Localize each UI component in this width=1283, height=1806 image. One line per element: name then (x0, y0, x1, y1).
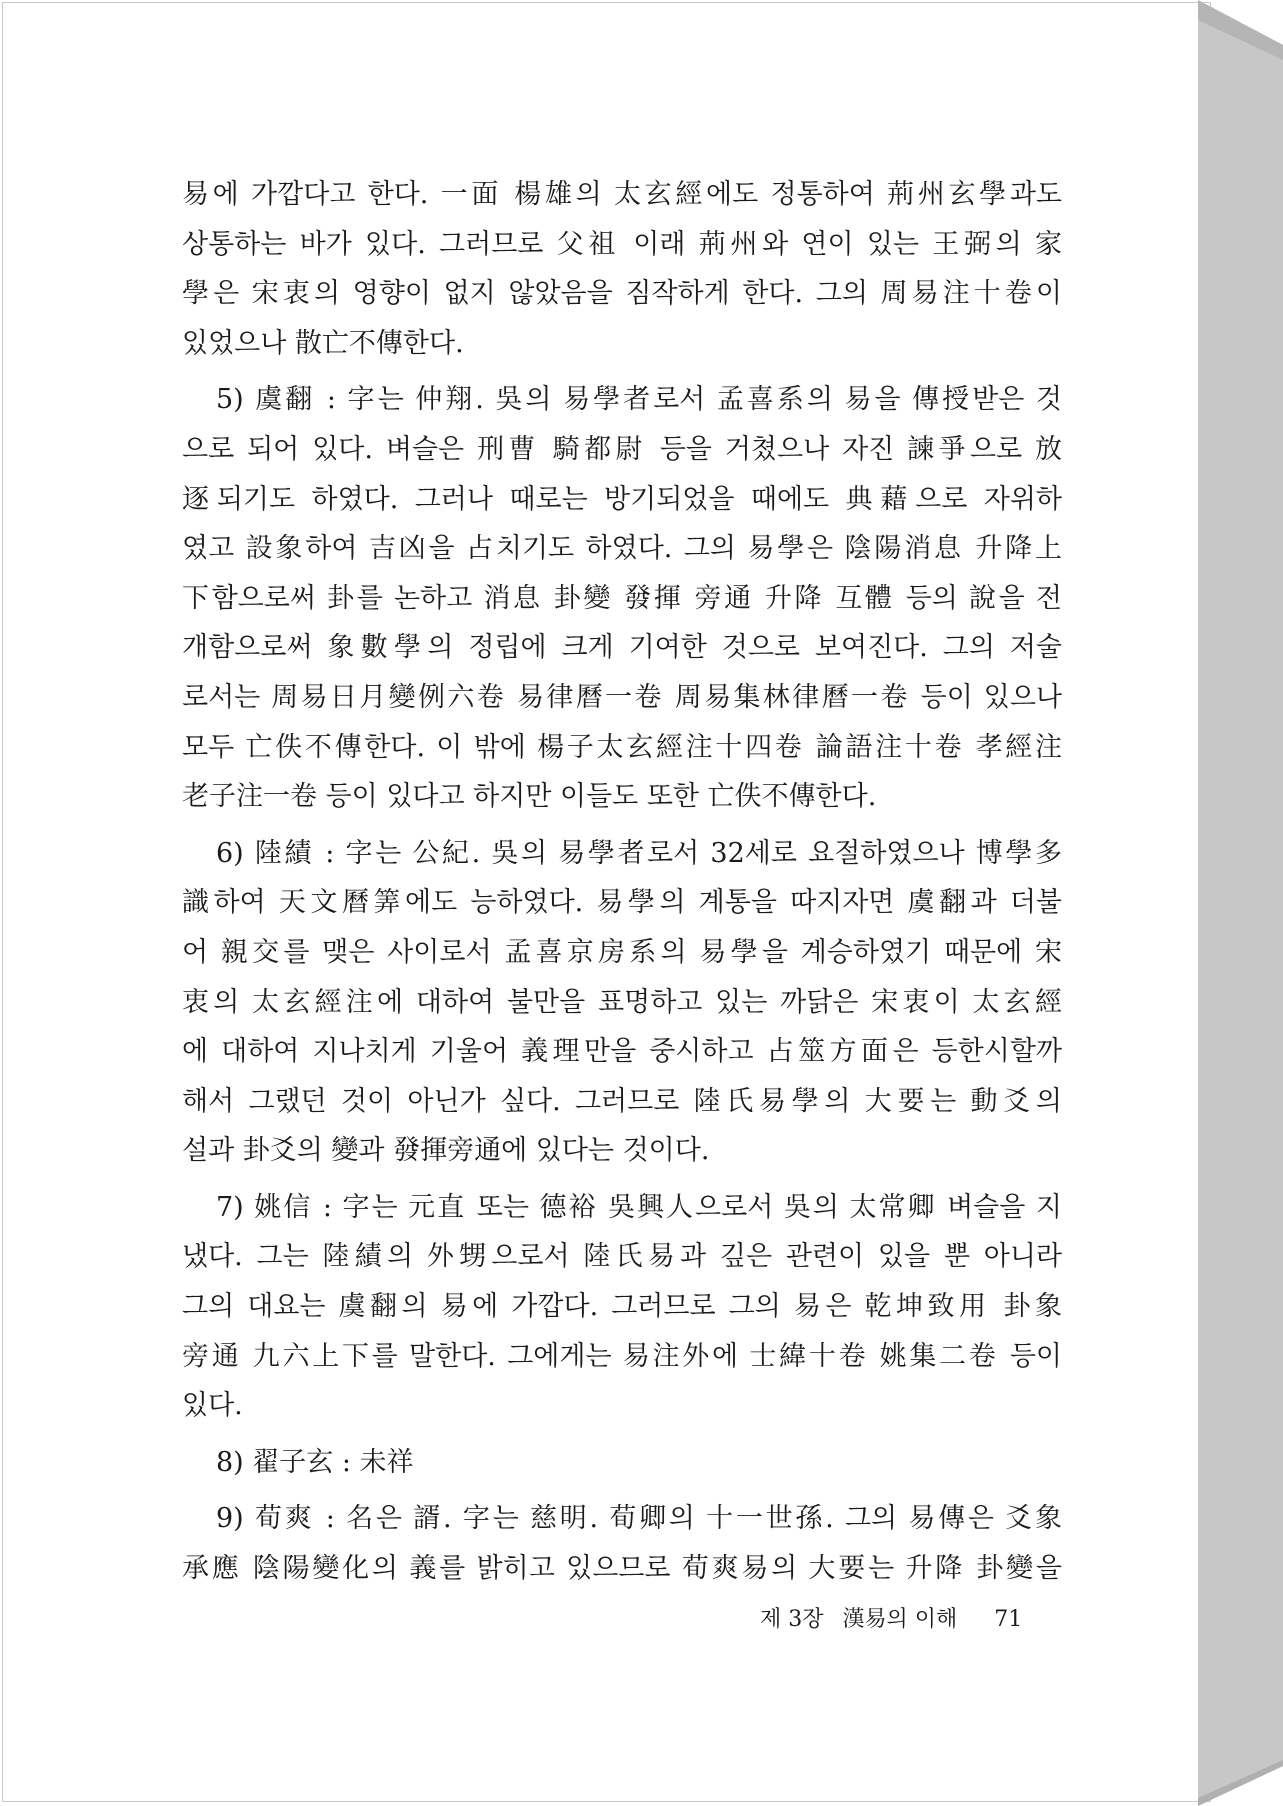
text-line: 7) 姚信 : 字는 元直 또는 德裕 吳興人으로서 吳의 太常卿 벼슬을 지 (216, 1191, 1062, 1223)
text-line: 개함으로써 象數學의 정립에 크게 기여한 것으로 보여진다. 그의 저술 (182, 632, 1062, 664)
text-line: 老子注一卷 등이 있다고 하지만 이들도 또한 亡佚不傳한다. (182, 781, 877, 813)
paragraph-item-5 (182, 375, 1062, 821)
paragraph (182, 170, 1062, 368)
text-line: 8) 翟子玄 : 未祥 (216, 1446, 414, 1478)
text-line: 9) 荀爽 : 名은 諝. 字는 慈明. 荀卿의 十一世孫. 그의 易傳은 爻象 (216, 1503, 1062, 1535)
text-line: 衷의 太玄經注에 대하여 불만을 표명하고 있는 까닭은 宋衷이 太玄經 (182, 986, 1062, 1018)
text-line: 있다. (182, 1390, 243, 1422)
text-line: 설과 卦爻의 變과 發揮旁通에 있다는 것이다. (182, 1135, 710, 1167)
text-line: 상통하는 바가 있다. 그러므로 父祖 이래 荊州와 연이 있는 王弼의 家 (182, 228, 1062, 260)
text-line: 易에 가깝다고 한다. 一面 楊雄의 太玄經에도 정통하여 荊州玄學과도 (182, 179, 1062, 210)
paragraph-item-8 (182, 1438, 1062, 1488)
text-line: 냈다. 그는 陸績의 外甥으로서 陸氏易과 깊은 관련이 있을 뿐 아니라 (182, 1241, 1062, 1273)
text-line: 그의 대요는 虞翻의 易에 가깝다. 그러므로 그의 易은 乾坤致用 卦象 (182, 1291, 1062, 1323)
page-footer (760, 1602, 1022, 1633)
text-line: 로서는 周易日月變例六卷 易律曆一卷 周易集林律曆一卷 등이 있으나 (182, 681, 1062, 713)
text-line: 5) 虞翻 : 字는 仲翔. 吳의 易學者로서 孟喜系의 易을 傳授받은 것 (216, 384, 1062, 416)
body-text (182, 170, 1062, 1594)
page-number: 71 (994, 1607, 1023, 1632)
text-line: 에 대하여 지나치게 기울어 義理만을 중시하고 占筮方面은 등한시할까 (182, 1036, 1062, 1068)
chapter-title: 漢易의 이해 (842, 1607, 958, 1632)
paragraph-item-7 (182, 1183, 1062, 1431)
text-line: 였고 設象하여 吉凶을 占치기도 하였다. 그의 易學은 陰陽消息 升降上 (182, 533, 1062, 565)
paragraph-item-6 (182, 829, 1062, 1176)
text-line: 下함으로써 卦를 논하고 消息 卦變 發揮 旁通 升降 互體 등의 說을 전 (182, 582, 1062, 614)
chapter-label: 제 3장 (760, 1607, 824, 1632)
text-line: 學은 宋衷의 영향이 없지 않았음을 짐작하게 한다. 그의 周易注十卷이 (182, 278, 1062, 310)
text-line: 承應 陰陽變化의 義를 밝히고 있으므로 荀爽易의 大要는 升降 卦變을 (182, 1553, 1062, 1585)
paragraph-item-9 (182, 1494, 1062, 1593)
text-line: 으로 되어 있다. 벼슬은 刑曹 騎都尉 등을 거쳤으나 자진 諫爭으로 放 (182, 433, 1062, 465)
text-line: 識하여 天文曆筭에도 능하였다. 易學의 계통을 따지자면 虞翻과 더불 (182, 887, 1062, 919)
text-line: 逐되기도 하였다. 그러나 때로는 방기되었을 때에도 典藉으로 자위하 (182, 483, 1062, 515)
text-line: 해서 그랬던 것이 아닌가 싶다. 그러므로 陸氏易學의 大要는 動爻의 (182, 1085, 1062, 1117)
page-edge-shadow (1198, 0, 1283, 1806)
text-line: 6) 陸績 : 字는 公紀. 吳의 易學者로서 32세로 요절하였으나 博學多 (216, 837, 1062, 869)
text-line: 모두 亡佚不傳한다. 이 밖에 楊子太玄經注十四卷 論語注十卷 孝經注 (182, 731, 1062, 763)
text-line: 어 親交를 맺은 사이로서 孟喜京房系의 易學을 계승하였기 때문에 宋 (182, 936, 1062, 968)
text-line: 旁通 九六上下를 말한다. 그에게는 易注外에 士緯十卷 姚集二卷 등이 (182, 1340, 1062, 1372)
text-line: 있었으나 散亡不傳한다. (182, 327, 464, 359)
